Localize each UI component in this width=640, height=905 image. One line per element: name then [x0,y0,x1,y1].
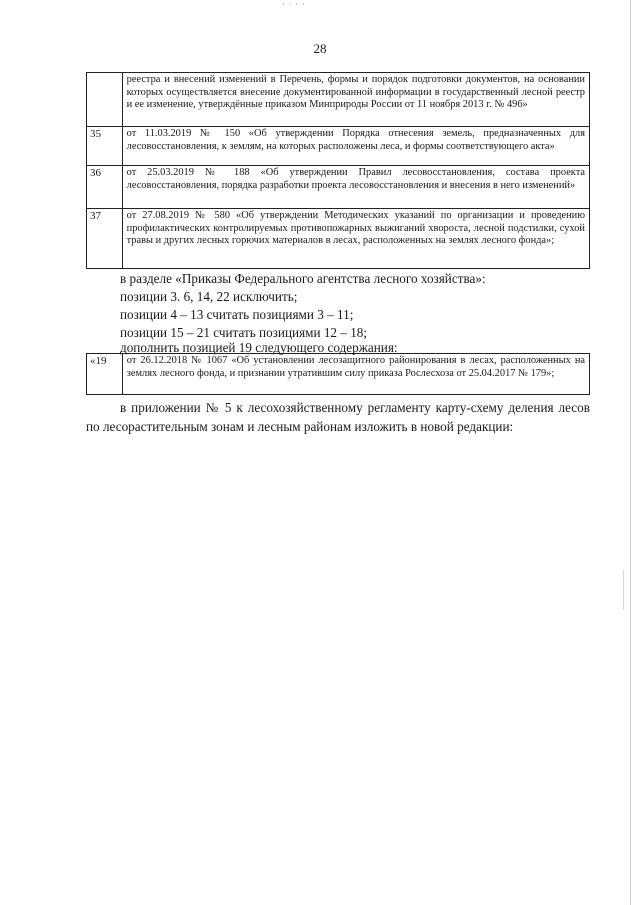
instruction-renumber-1: позиции 4 – 13 считать позициями 3 – 11; [120,307,354,322]
row-number: 35 [87,127,123,166]
instruction-section: в разделе «Приказы Федерального агентства лесного хозяйства»: [120,271,486,286]
table-row [87,209,590,269]
table-row [87,127,590,166]
row-number: 36 [87,166,123,209]
top-scan-marks: · · · · [282,0,306,9]
added-order-table [86,353,590,395]
row-text: от 11.03.2019 № 150 «Об утверждении Порядка отнесения земель, предназначенных для лесовосстановления, к землям, на которых расположены леса, и формы соответствующего акта» [122,127,589,166]
row-text: от 25.03.2019 № 188 «Об утверждении Правил лесовосстановления, состава проекта лесовосстановления, порядка разработки проекта лесовосстановления и внесения в него изменений» [122,166,589,209]
instruction-exclude: позиции 3. 6, 14, 22 исключить; [120,289,298,304]
row-text: от 27.08.2019 № 580 «Об утверждении Методических указаний по организации и проведению профилактических контролируемых противопожарных выжиганий хвороста, лесной подстилки, сухой травы и других лесных горючих материалов в лесах, расположенных на землях лесного фонда»; [122,209,589,269]
table-row [87,354,590,395]
scan-edge-line [630,0,631,905]
orders-table [86,72,590,269]
row-number [87,73,123,127]
closing-paragraph: в приложении № 5 к лесохозяйственному регламенту карту-схему деления лесов по лесорастительным зонам и лесным районам изложить в новой редакции: [86,400,590,434]
row-number: 37 [87,209,123,269]
instruction-add: дополнить позицией 19 следующего содержания: [120,340,398,355]
row-text: реестра и внесений изменений в Перечень, формы и порядок подготовки документов, на основании которых осуществляется внесение документированной информации в государственный лесной реестр и ее изменение, утверждённые приказом Минприроды России от 11 ноября 2013 г. № 496» [122,73,589,127]
row-text: от 26.12.2018 № 1067 «Об установлении лесозащитного районирования в лесах, расположенных на землях лесного фонда, и признании утратившим силу приказа Рослесхоза от 25.04.2017 № 179»; [122,354,589,395]
instruction-renumber-2: позиции 15 – 21 считать позициями 12 – 18; [120,325,368,340]
table-row [87,166,590,209]
page-number: 28 [313,41,327,56]
table-row [87,73,590,127]
scan-speck [623,570,624,610]
row-number: «19 [87,354,123,395]
